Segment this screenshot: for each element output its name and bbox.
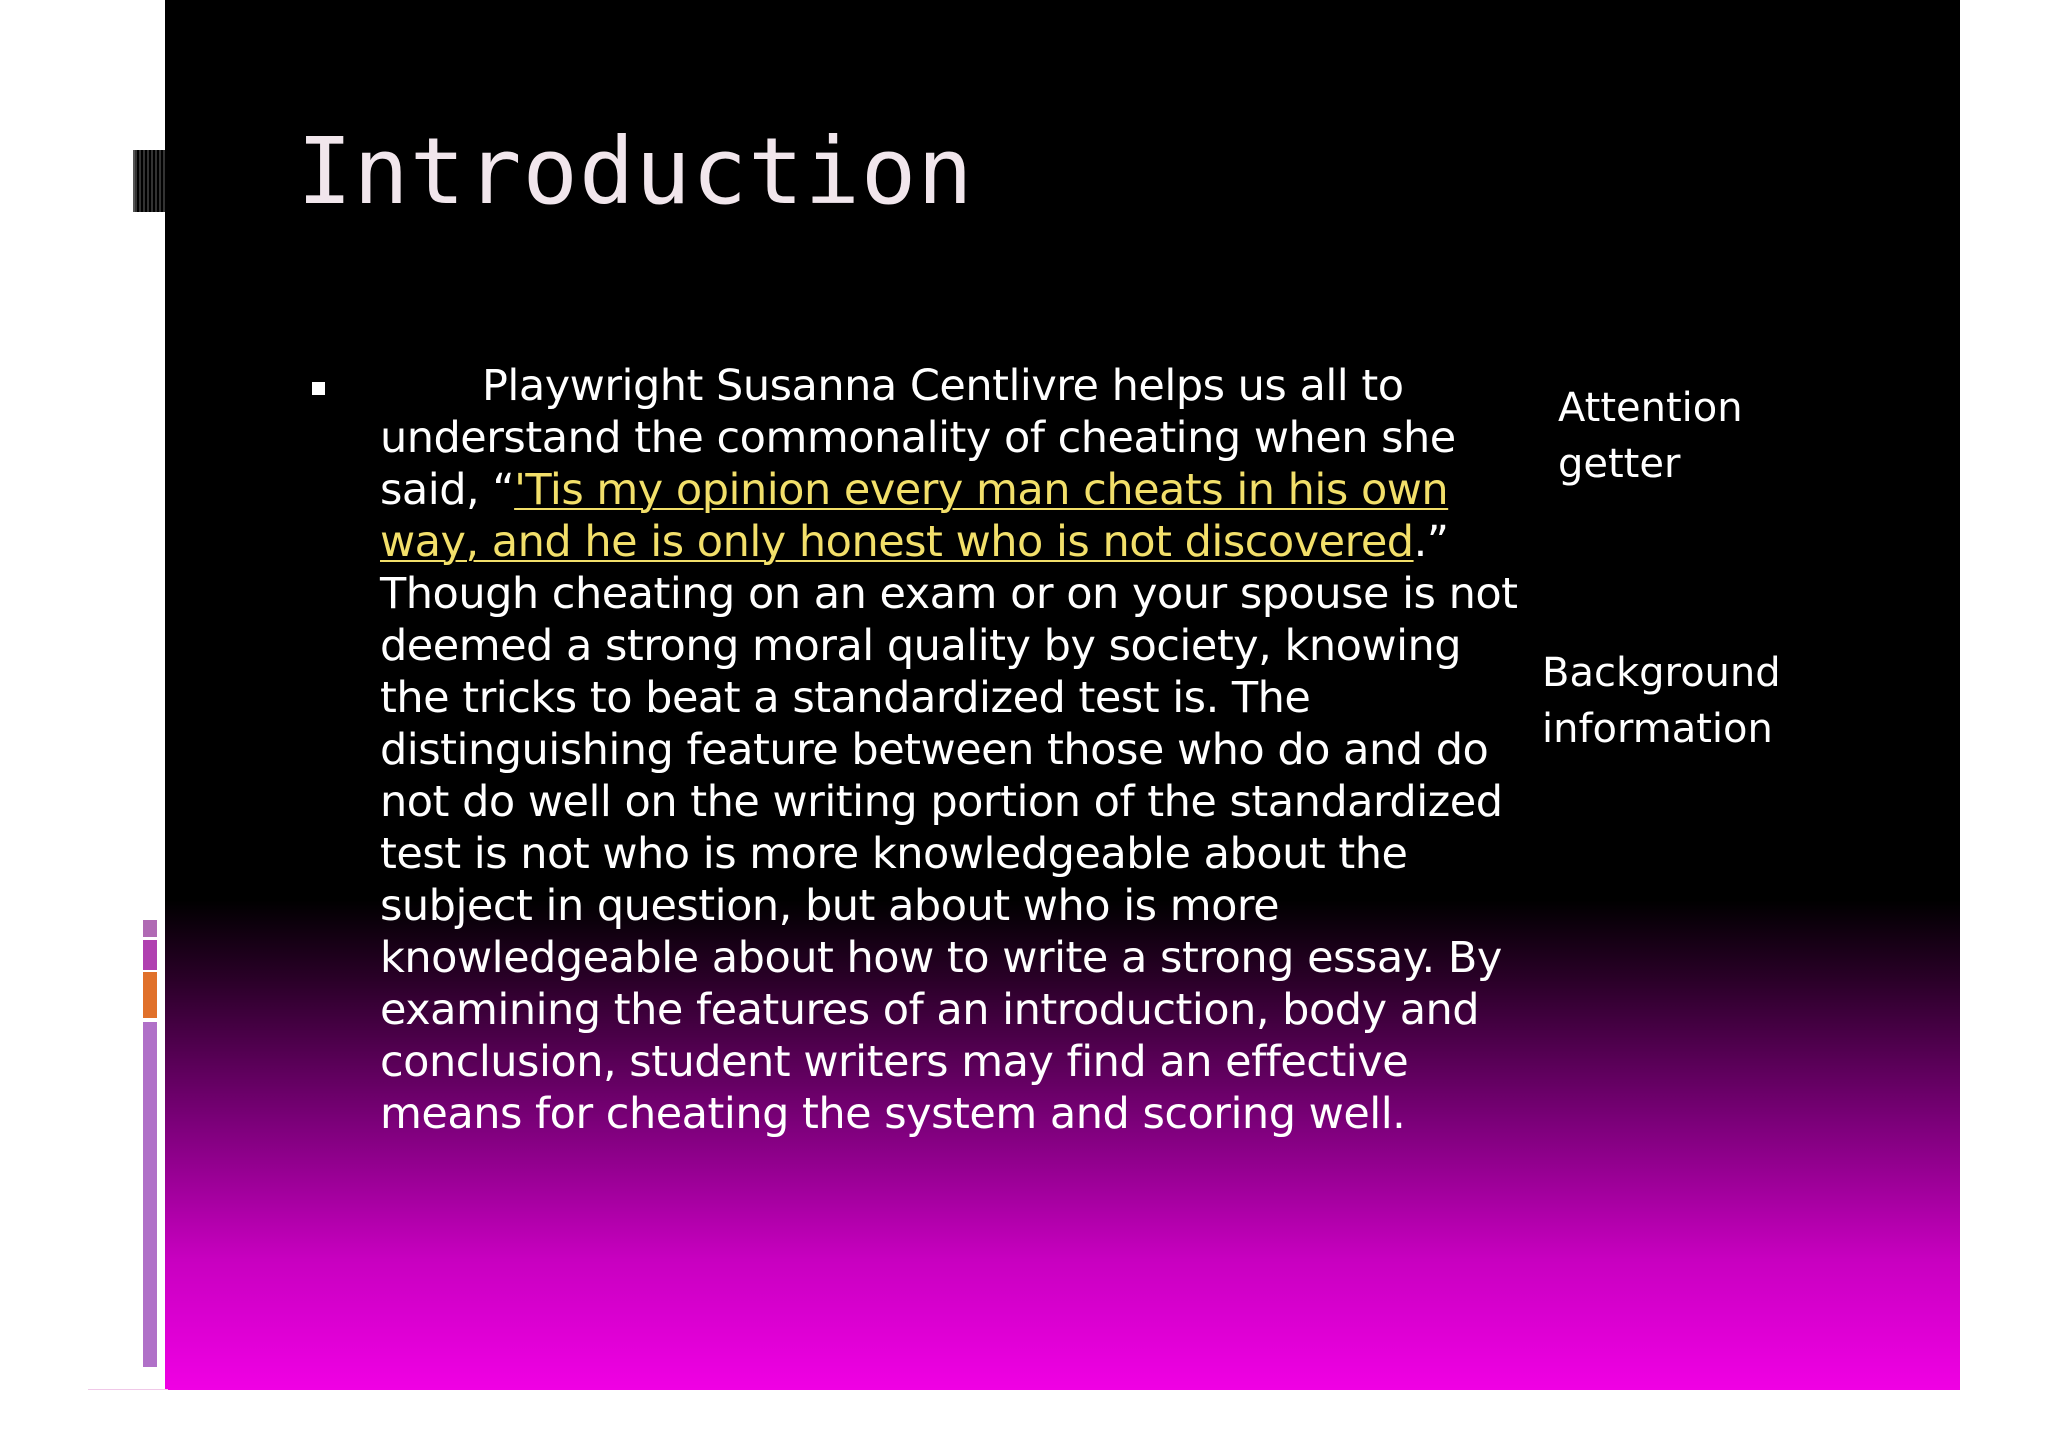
slide-edge-decoration	[133, 150, 165, 212]
square-bullet-icon	[312, 382, 325, 395]
body-paragraph	[380, 360, 1520, 1140]
annotation-attention-getter: Attention getter	[1558, 385, 1743, 487]
side-accent-bar	[143, 920, 157, 937]
quote-link[interactable]: 'Tis my opinion every man cheats in his own way, and he is only honest who is not discovered	[380, 465, 1449, 567]
body-text-intro: Playwright Susanna Centlivre helps us all to understand the commonality of cheating when she said, “	[380, 361, 1456, 515]
side-accent-bar	[143, 940, 157, 970]
side-accent-bar	[143, 972, 157, 1018]
body-text-rest: .” Though cheating on an exam or on your spouse is not deemed a strong moral quality by society, knowing the tricks to beat a standardized test is. The distinguishing feature between those who do and do not do well on the writing portion of the standardized test is not who is more knowledgeable about the subject in question, but about who is more knowledgeable about how to write a strong essay. By examining the features of an introduction, body and conclusion, student writers may find an effective means for cheating the system and scoring well.	[380, 517, 1518, 1139]
slide-title: Introduction	[297, 118, 974, 225]
annotation-background-information: Background information	[1542, 650, 1781, 752]
side-accent-bar	[143, 1022, 157, 1367]
divider	[88, 1389, 168, 1390]
